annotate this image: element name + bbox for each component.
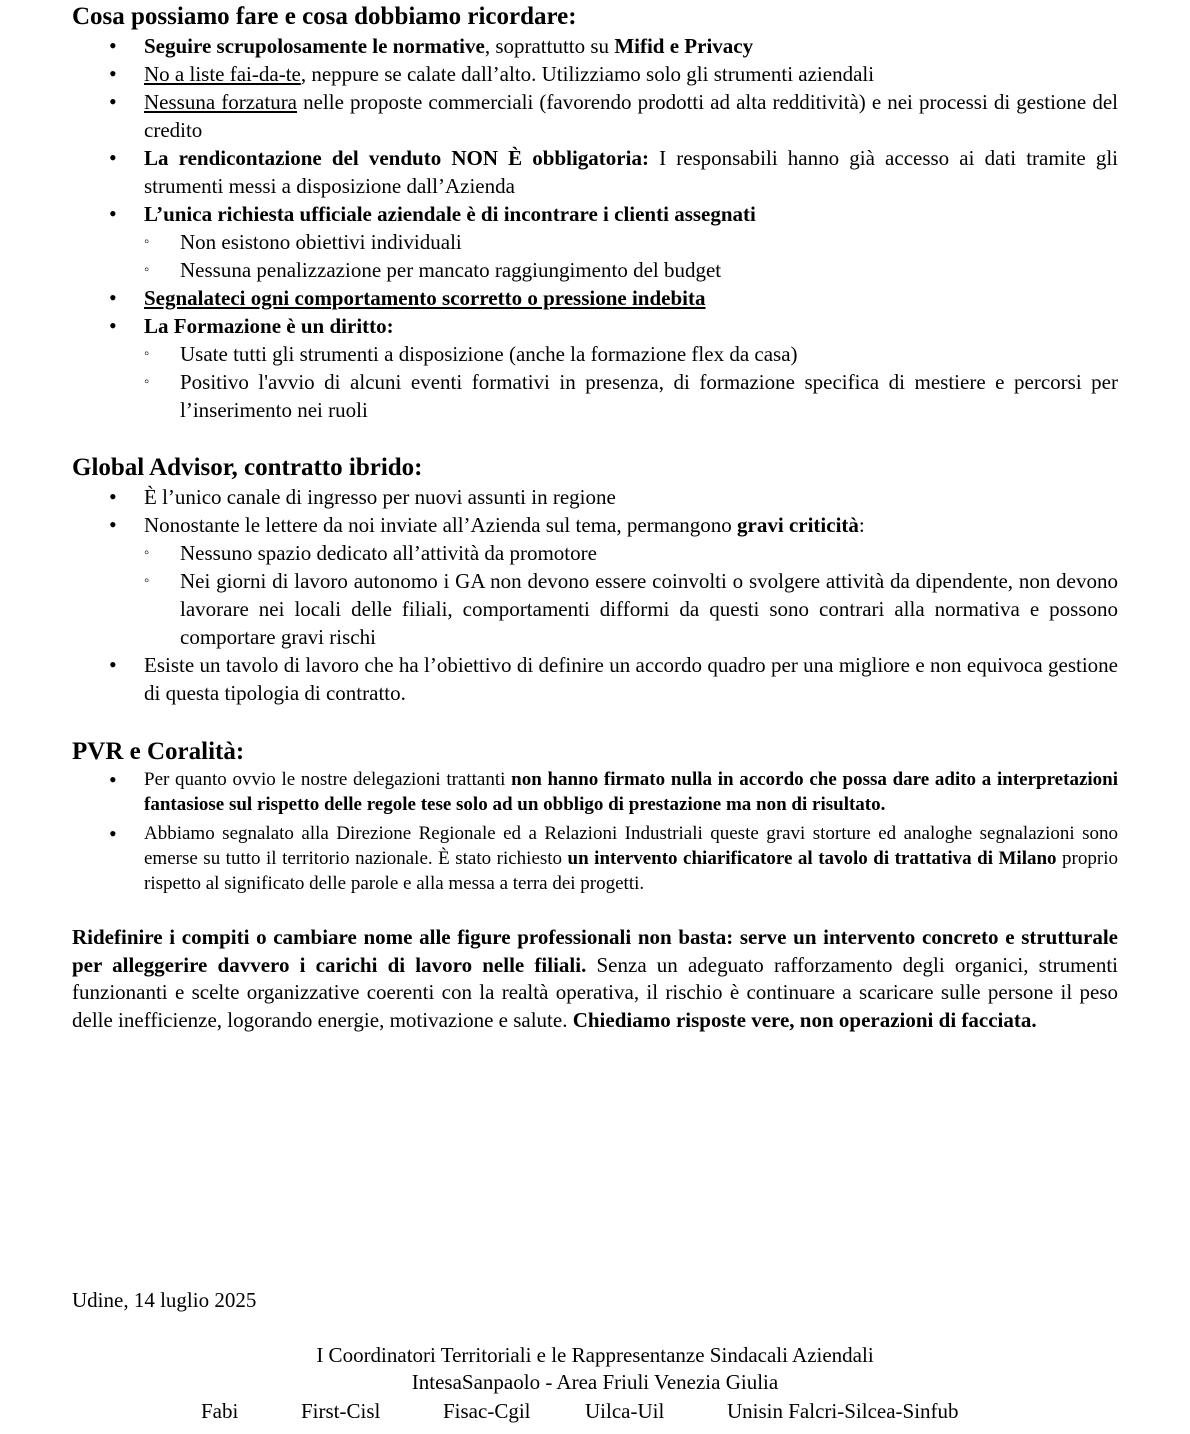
- list-item: [72, 200, 1118, 284]
- list-item: [72, 312, 1118, 424]
- sub-list-item: ◦ Nessuna penalizzazione per mancato raggiungimento del budget: [180, 256, 1118, 284]
- list-item: [72, 60, 1118, 88]
- text: , neppure se calate dall’alto. Utilizziamo solo gli strumenti aziendali: [300, 62, 875, 86]
- underlined-text: No a liste fai-da-te: [144, 62, 301, 86]
- signature-line-1: I Coordinatori Territoriali e le Rappresentanze Sindacali Aziendali: [316, 1343, 874, 1367]
- text: nelle proposte commerciali (favorendo prodotti ad alta redditività) e nei processi di gestione del credito: [144, 90, 1118, 142]
- bold-text: Ridefinire i compiti o cambiare nome alle figure professionali non basta: serve un intervento concreto e strutturale per alleggerire davvero i carichi di lavoro nelle filiali.: [72, 925, 1118, 977]
- text: Nonostante le lettere da noi inviate all’Azienda sul tema, permangono: [144, 513, 738, 537]
- text: Abbiamo segnalato alla Direzione Regionale ed a Relazioni Industriali queste gravi storture ed analoghe segnalazioni sono emerse su tutto il territorio nazionale. È stato richiesto: [144, 823, 1118, 869]
- section2-list: [72, 483, 1118, 707]
- list-item: [72, 32, 1118, 60]
- bold-text: un intervento chiarificatore al tavolo di trattativa di Milano: [567, 848, 1057, 869]
- document-body: [72, 0, 1118, 1055]
- sub-list: [144, 539, 1118, 651]
- org-name: Uilca-Uil: [585, 1399, 665, 1423]
- section1-list: [72, 32, 1118, 424]
- list-item: • È l’unico canale di ingresso per nuovi assunti in regione: [72, 483, 1118, 511]
- org-name: Unisin Falcri-Silcea-Sinfub: [727, 1399, 959, 1423]
- bold-text: Mifid e Privacy: [614, 34, 754, 58]
- org-name: Fisac-Cgil: [443, 1399, 531, 1423]
- closing-paragraph: [72, 924, 1118, 1034]
- text: :: [858, 513, 865, 537]
- signature-line-2: IntesaSanpaolo - Area Friuli Venezia Giulia: [411, 1370, 779, 1394]
- bold-text: L’unica richiesta ufficiale aziendale è di incontrare i clienti assegnati: [144, 202, 756, 226]
- bold-text: non hanno firmato nulla in accordo che possa dare adito a interpretazioni fantasiose sul rispetto delle regole tese solo ad un obbligo di prestazione ma non di risultato.: [144, 769, 1119, 815]
- sub-list-item: ◦ Non esistono obiettivi individuali: [180, 228, 1118, 256]
- sub-list-item: ◦ Usate tutti gli strumenti a disposizione (anche la formazione flex da casa): [180, 340, 1118, 368]
- org-name: Fabi: [201, 1399, 239, 1423]
- bold-text: Chiediamo risposte vere, non operazioni di facciata.: [572, 1007, 1037, 1032]
- bold-text: La rendicontazione del venduto NON È obbligatoria:: [144, 146, 649, 170]
- section-heading-pvr-coralita: PVR e Coralità:: [72, 738, 245, 765]
- list-item: • Esiste un tavolo di lavoro che ha l’obiettivo di definire un accordo quadro per una migliore e non equivoca gestione di questa tipologia di contratto.: [72, 651, 1118, 707]
- sub-list: [144, 340, 1118, 424]
- list-item: [72, 511, 1118, 651]
- union-organizations: [0, 1397, 1190, 1425]
- text: Per quanto ovvio le nostre delegazioni trattanti: [144, 769, 512, 790]
- text: I responsabili hanno già accesso ai dati tramite gli strumenti messi a disposizione dall’Azienda: [144, 146, 1118, 198]
- bold-underlined-text: Segnalateci ogni comportamento scorretto o pressione indebita: [144, 286, 706, 310]
- list-item: [72, 144, 1118, 200]
- list-item: [72, 284, 1118, 312]
- section-heading-global-advisor: Global Advisor, contratto ibrido:: [72, 454, 423, 481]
- org-name: First-Cisl: [301, 1399, 381, 1423]
- section-heading-cosa-possiamo-fare: Cosa possiamo fare e cosa dobbiamo ricordare:: [72, 3, 577, 30]
- underlined-text: Nessuna forzatura: [144, 90, 298, 114]
- date-line: Udine, 14 luglio 2025: [72, 1288, 257, 1312]
- text: , soprattutto su: [484, 34, 615, 58]
- list-item: [72, 767, 1118, 817]
- list-item: [72, 88, 1118, 144]
- list-item: [72, 821, 1118, 896]
- sub-list: [144, 228, 1118, 284]
- section3-list: [72, 767, 1118, 896]
- sub-list-item: ◦ Positivo l'avvio di alcuni eventi formativi in presenza, di formazione specifica di mestiere e percorsi per l’inserimento nei ruoli: [180, 368, 1118, 424]
- bold-text: gravi criticità: [737, 513, 859, 537]
- text: Senza un adeguato rafforzamento degli organici, strumenti funzionanti e scelte organizzative coerenti con la realtà operativa, il rischio è continuare a scaricare sulle persone il peso delle inefficienze, logorando energie, motivazione e salute.: [72, 952, 1118, 1032]
- sub-list-item: ◦ Nessuno spazio dedicato all’attività da promotore: [180, 539, 1118, 567]
- bold-text: Seguire scrupolosamente le normative: [144, 34, 485, 58]
- text: proprio rispetto al significato delle parole e alla messa a terra dei progetti.: [144, 848, 1118, 894]
- sub-list-item: ◦ Nei giorni di lavoro autonomo i GA non devono essere coinvolti o svolgere attività da dipendente, non devono lavorare nei locali delle filiali, comportamenti difformi da questi sono contrari alla normativa e possono comportare gravi rischi: [180, 567, 1118, 651]
- bold-text: La Formazione è un diritto:: [144, 314, 394, 338]
